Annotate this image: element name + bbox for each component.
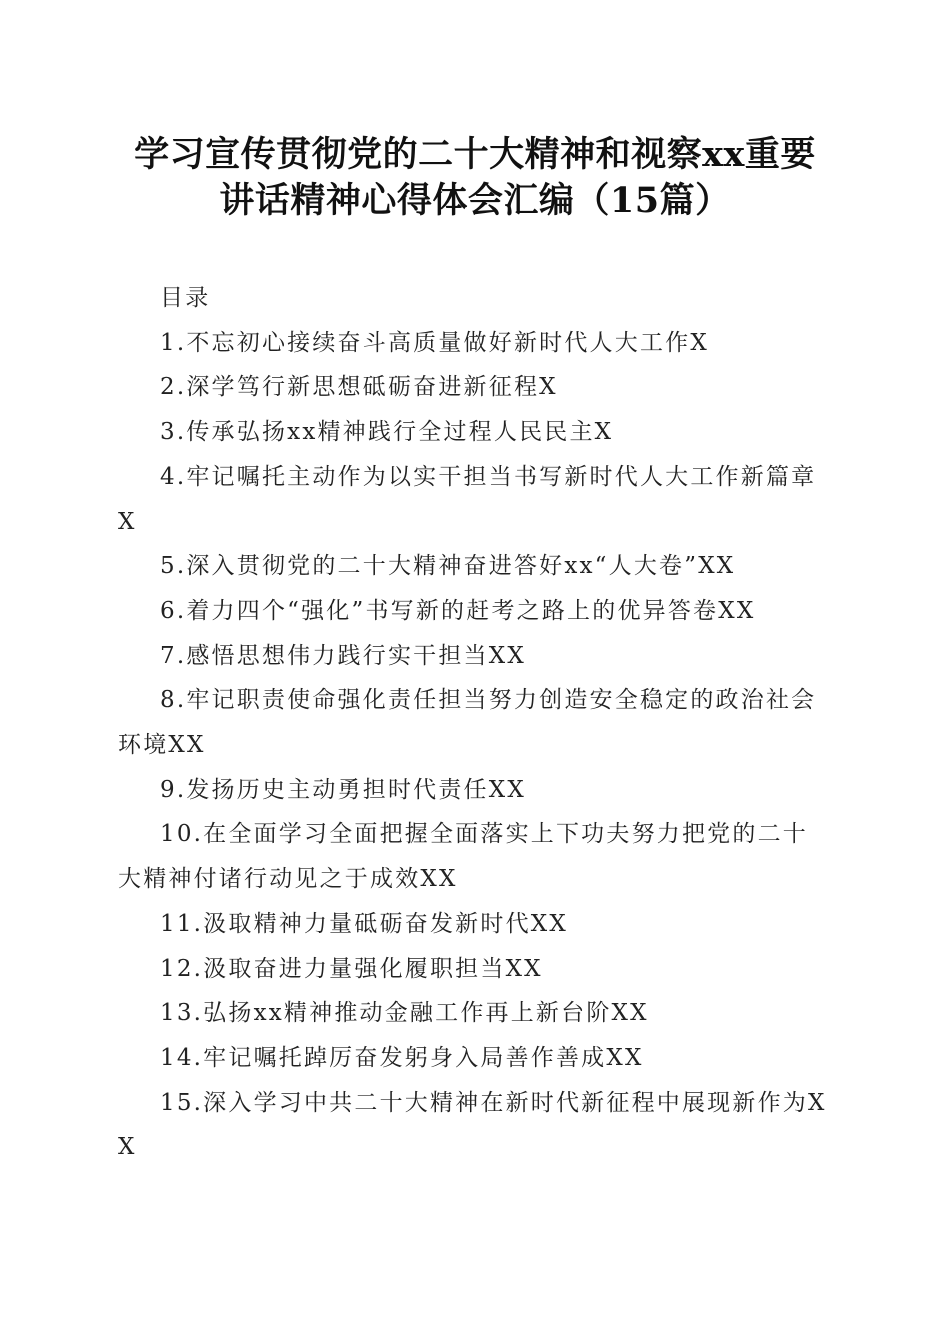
toc-item-5: 5.深入贯彻党的二十大精神奋进答好xx“人大卷”XX	[160, 553, 736, 580]
title-line-1: 学习宣传贯彻党的二十大精神和视察xx重要	[134, 134, 816, 175]
toc-item-11: 11.汲取精神力量砥砺奋发新时代XX	[160, 910, 568, 937]
toc-item-15: 15.深入学习中共二十大精神在新时代新征程中展现新作为XX	[118, 1089, 827, 1161]
toc-item-7: 7.感悟思想伟力践行实干担当XX	[160, 642, 526, 669]
title-line-2: 讲话精神心得体会汇编（15篇）	[219, 180, 731, 221]
toc-item-10: 10.在全面学习全面把握全面落实上下功夫努力把党的二十大精神付诸行动见之于成效XX	[118, 821, 808, 893]
toc-item-13: 13.弘扬xx精神推动金融工作再上新台阶XX	[160, 1000, 649, 1027]
document-title	[90, 132, 860, 224]
toc-item-14: 14.牢记嘱托踔厉奋发躬身入局善作善成XX	[160, 1044, 644, 1071]
toc-item-9: 9.发扬历史主动勇担时代责任XX	[160, 776, 526, 803]
toc-heading: 目录	[160, 285, 211, 311]
toc-item-8: 8.牢记职责使命强化责任担当努力创造安全稳定的政治社会环境XX	[118, 687, 817, 759]
toc-item-12: 12.汲取奋进力量强化履职担当XX	[160, 955, 543, 982]
toc-item-6: 6.着力四个“强化”书写新的赶考之路上的优异答卷XX	[160, 597, 756, 624]
table-of-contents	[118, 276, 830, 1170]
toc-item-4: 4.牢记嘱托主动作为以实干担当书写新时代人大工作新篇章X	[118, 463, 817, 535]
toc-item-1: 1.不忘初心接续奋斗高质量做好新时代人大工作X	[160, 329, 709, 356]
toc-item-3: 3.传承弘扬xx精神践行全过程人民民主X	[160, 419, 614, 446]
toc-item-2: 2.深学笃行新思想砥砺奋进新征程X	[160, 374, 558, 401]
